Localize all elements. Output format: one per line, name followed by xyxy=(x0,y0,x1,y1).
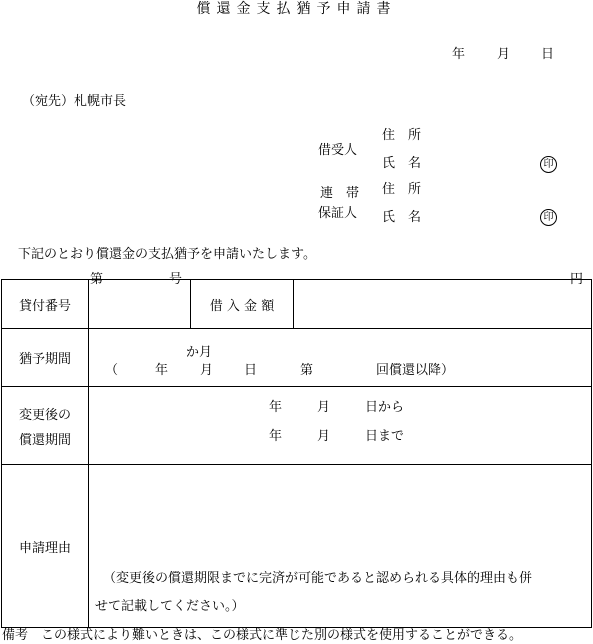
guarantor-role-line1: 連 帯 xyxy=(320,186,360,201)
deferral-tail-text: 回償還以降） xyxy=(376,363,455,378)
reason-note-line2: せて記載してください。） xyxy=(95,599,245,614)
loan-number-prefix: 第 xyxy=(90,272,104,287)
borrower-address-label: 住 所 xyxy=(382,128,422,143)
from-year-text: 年 xyxy=(269,400,283,415)
deferral-day-text: 日 xyxy=(244,363,258,378)
loan-number-label: 貸付番号 xyxy=(2,280,89,329)
from-month-text: 月 xyxy=(317,400,331,415)
deferral-period-field[interactable] xyxy=(89,329,592,387)
deferral-year-text: 年 xyxy=(155,363,169,378)
changed-period-label xyxy=(2,387,89,465)
changed-period-field[interactable] xyxy=(89,387,592,465)
guarantor-seal-mark: 印 xyxy=(540,209,557,226)
from-suffix-text: 日から xyxy=(365,400,405,415)
loan-amount-label: 借 入 金 額 xyxy=(191,280,294,329)
remark-note: 備考 この様式により難いときは、この様式に準じた別の様式を使用することができる。 xyxy=(2,628,523,643)
reason-field[interactable] xyxy=(89,465,592,628)
to-year-text: 年 xyxy=(269,429,283,444)
changed-period-label-line2: 償還期間 xyxy=(18,432,71,448)
deferral-months-text: か月 xyxy=(186,345,213,360)
loan-amount-field[interactable] xyxy=(294,272,592,329)
reason-label: 申請理由 xyxy=(2,465,89,628)
borrower-name-label: 氏 名 xyxy=(382,156,422,171)
date-month-label: 月 xyxy=(497,47,511,62)
loan-number-field[interactable] xyxy=(89,272,191,329)
deferral-open-paren: （ xyxy=(105,363,119,378)
borrower-role: 借受人 xyxy=(318,143,358,158)
loan-amount-unit: 円 xyxy=(569,272,583,287)
guarantor-address-label: 住 所 xyxy=(382,182,422,197)
deferral-month-text: 月 xyxy=(200,363,214,378)
deferral-period-label: 猶予期間 xyxy=(2,329,89,387)
application-table xyxy=(1,272,592,628)
document-title: 償還金支払猶予申請書 xyxy=(196,1,397,17)
borrower-seal-mark: 印 xyxy=(540,156,557,173)
date-year-label: 年 xyxy=(452,47,466,62)
reason-note-line1: （変更後の償還期限までに完済が可能であると認められる具体的理由も併 xyxy=(103,571,533,586)
deferral-nth-text: 第 xyxy=(300,363,314,378)
to-month-text: 月 xyxy=(317,429,331,444)
guarantor-role-line2: 保証人 xyxy=(318,206,358,221)
addressee: （宛先）札幌市長 xyxy=(22,94,127,109)
intro-text: 下記のとおり償還金の支払猶予を申請いたします。 xyxy=(18,247,316,262)
loan-number-suffix: 号 xyxy=(168,272,182,287)
guarantor-name-label: 氏 名 xyxy=(382,210,422,225)
changed-period-label-line1: 変更後の xyxy=(18,407,71,423)
to-suffix-text: 日まで xyxy=(365,429,405,444)
date-day-label: 日 xyxy=(541,47,555,62)
